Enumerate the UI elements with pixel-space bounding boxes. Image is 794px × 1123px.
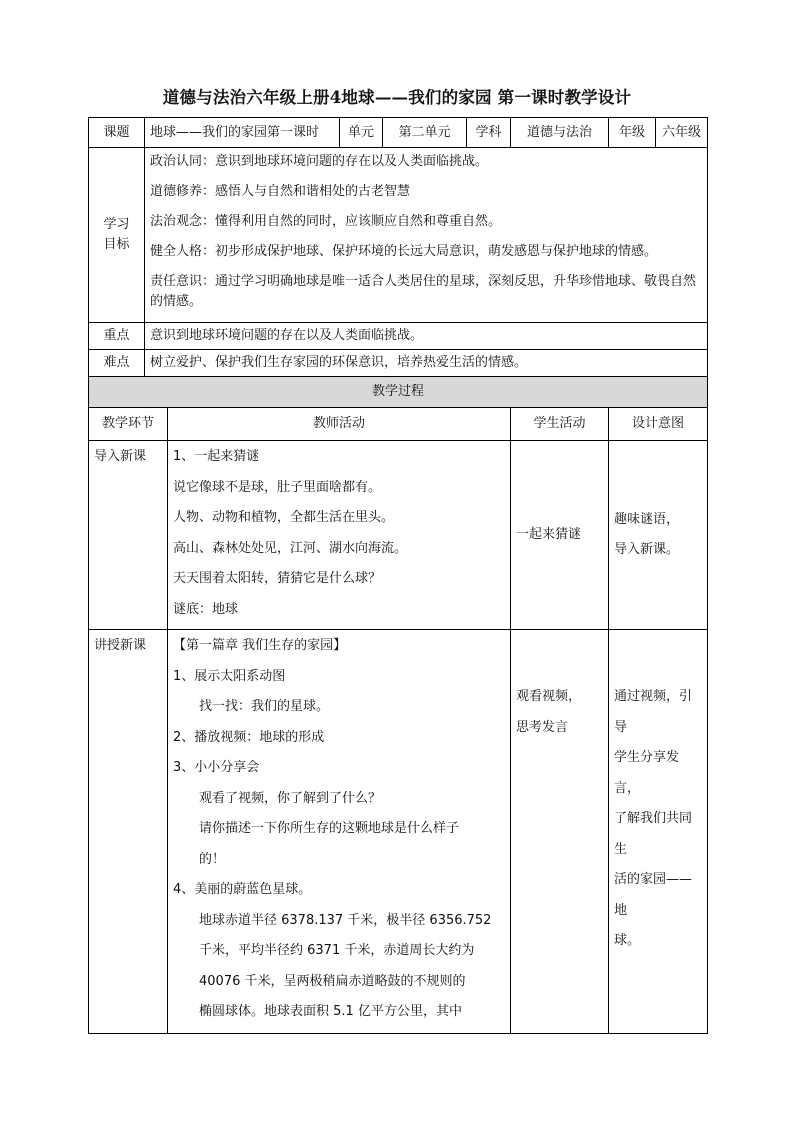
process-heading: 教学过程 — [89, 377, 708, 408]
goals-content — [145, 148, 708, 323]
student-activity-line: 观看视频， — [516, 689, 582, 704]
process-row — [89, 630, 708, 1034]
intent-line: 趣味谜语， — [614, 511, 680, 527]
process-columns-row — [89, 408, 708, 441]
teacher-line: 地球赤道半径 6378.137 千米，极半径 6356.752 — [199, 912, 492, 928]
goal-item: 政治认同：意识到地球环境问题的存在以及人类面临挑战。 — [150, 154, 489, 169]
column-stage: 教学环节 — [89, 408, 168, 441]
teacher-line: 椭圆球体。地球表面积 5.1 亿平方公里，其中 — [199, 1004, 462, 1019]
process-heading-row — [89, 377, 708, 408]
intent-line: 导入新课。 — [614, 542, 680, 557]
stage-label: 导入新课 — [94, 449, 147, 464]
grade-label: 年级 — [609, 118, 656, 148]
teacher-line: 高山、森林处处见，江河、湖水向海流。 — [173, 540, 408, 556]
key-point-value: 意识到地球环境问题的存在以及人类面临挑战。 — [145, 323, 708, 350]
topic-label: 课题 — [89, 118, 145, 148]
column-intent: 设计意图 — [609, 408, 708, 441]
student-activity-line: 思考发言 — [516, 719, 569, 735]
intent-cell — [609, 441, 708, 630]
topic-value: 地球——我们的家园第一课时 — [145, 118, 340, 148]
goal-item: 健全人格：初步形成保护地球、保护环境的长远大局意识，萌发感恩与保护地球的情感。 — [150, 244, 658, 259]
teacher-line: 天天围着太阳转，猜猜它是什么球？ — [173, 571, 382, 586]
intent-line: 球。 — [614, 933, 641, 948]
key-point-row — [89, 323, 708, 350]
teacher-activity-cell — [168, 441, 511, 630]
teacher-line: 1、展示太阳系动图 — [173, 668, 286, 684]
teacher-line: 请你描述一下你所生存的这颗地球是什么样子 — [199, 821, 460, 836]
lesson-plan-table — [88, 117, 708, 1034]
intent-cell — [609, 630, 708, 1034]
teacher-line: 4、美丽的蔚蓝色星球。 — [173, 882, 312, 897]
teacher-line: 找一找：我们的星球。 — [199, 699, 330, 714]
difficult-point-value: 树立爱护、保护我们生存家园的环保意识，培养热爱生活的情感。 — [145, 350, 708, 377]
teacher-line: 谜底：地球 — [173, 601, 239, 617]
teacher-line: 2、播放视频：地球的形成 — [173, 729, 325, 745]
unit-label: 单元 — [340, 118, 383, 148]
goals-row — [89, 148, 708, 323]
teacher-line: 的！ — [199, 851, 226, 867]
student-activity-cell — [511, 630, 609, 1034]
stage-label: 讲授新课 — [94, 638, 147, 653]
intent-line: 通过视频，引导 — [614, 689, 693, 735]
stage-cell — [89, 441, 168, 630]
intent-line: 了解我们共同生 — [614, 811, 693, 857]
intent-line: 学生分享发言， — [614, 750, 680, 796]
column-teacher: 教师活动 — [168, 408, 511, 441]
goal-item: 责任意识：通过学习明确地球是唯一适合人类居住的星球，深刻反思，升华珍惜地球、敬畏自然的情感。 — [150, 274, 697, 309]
teacher-line: 【第一篇章 我们生存的家园】 — [173, 638, 347, 653]
unit-value: 第二单元 — [383, 118, 467, 148]
grade-value: 六年级 — [656, 118, 708, 148]
column-student: 学生活动 — [511, 408, 609, 441]
teacher-line: 说它像球不是球，肚子里面啥都有。 — [173, 479, 382, 495]
teacher-line: 3、小小分享会 — [173, 760, 260, 775]
info-row — [89, 118, 708, 148]
goal-item: 法治观念：懂得利用自然的同时，应该顺应自然和尊重自然。 — [150, 214, 502, 229]
key-point-label: 重点 — [89, 323, 145, 350]
teacher-line: 观看了视频，你了解到了什么？ — [199, 790, 382, 806]
teacher-line: 40076 千米，呈两极稍扁赤道略鼓的不规则的 — [199, 973, 466, 989]
teacher-line: 千米，平均半径约 6371 千米，赤道周长大约为 — [199, 943, 475, 958]
student-activity-cell — [511, 441, 609, 630]
difficult-point-label: 难点 — [89, 350, 145, 377]
stage-cell — [89, 630, 168, 1034]
teacher-line: 1、一起来猜谜 — [173, 449, 260, 464]
intent-line: 活的家园——地 — [614, 872, 693, 918]
document-title: 道德与法治六年级上册4地球——我们的家园 第一课时教学设计 — [162, 88, 632, 107]
goals-label: 学习目标 — [89, 148, 145, 323]
student-activity: 一起来猜谜 — [516, 527, 582, 542]
teacher-line: 人物、动物和植物，全都生活在里头。 — [173, 510, 395, 525]
teacher-activity-cell — [168, 630, 511, 1034]
process-row — [89, 441, 708, 630]
subject-value: 道德与法治 — [511, 118, 609, 148]
subject-label: 学科 — [467, 118, 511, 148]
difficult-point-row — [89, 350, 708, 377]
goal-item: 道德修养：感悟人与自然和谐相处的古老智慧 — [150, 184, 411, 199]
